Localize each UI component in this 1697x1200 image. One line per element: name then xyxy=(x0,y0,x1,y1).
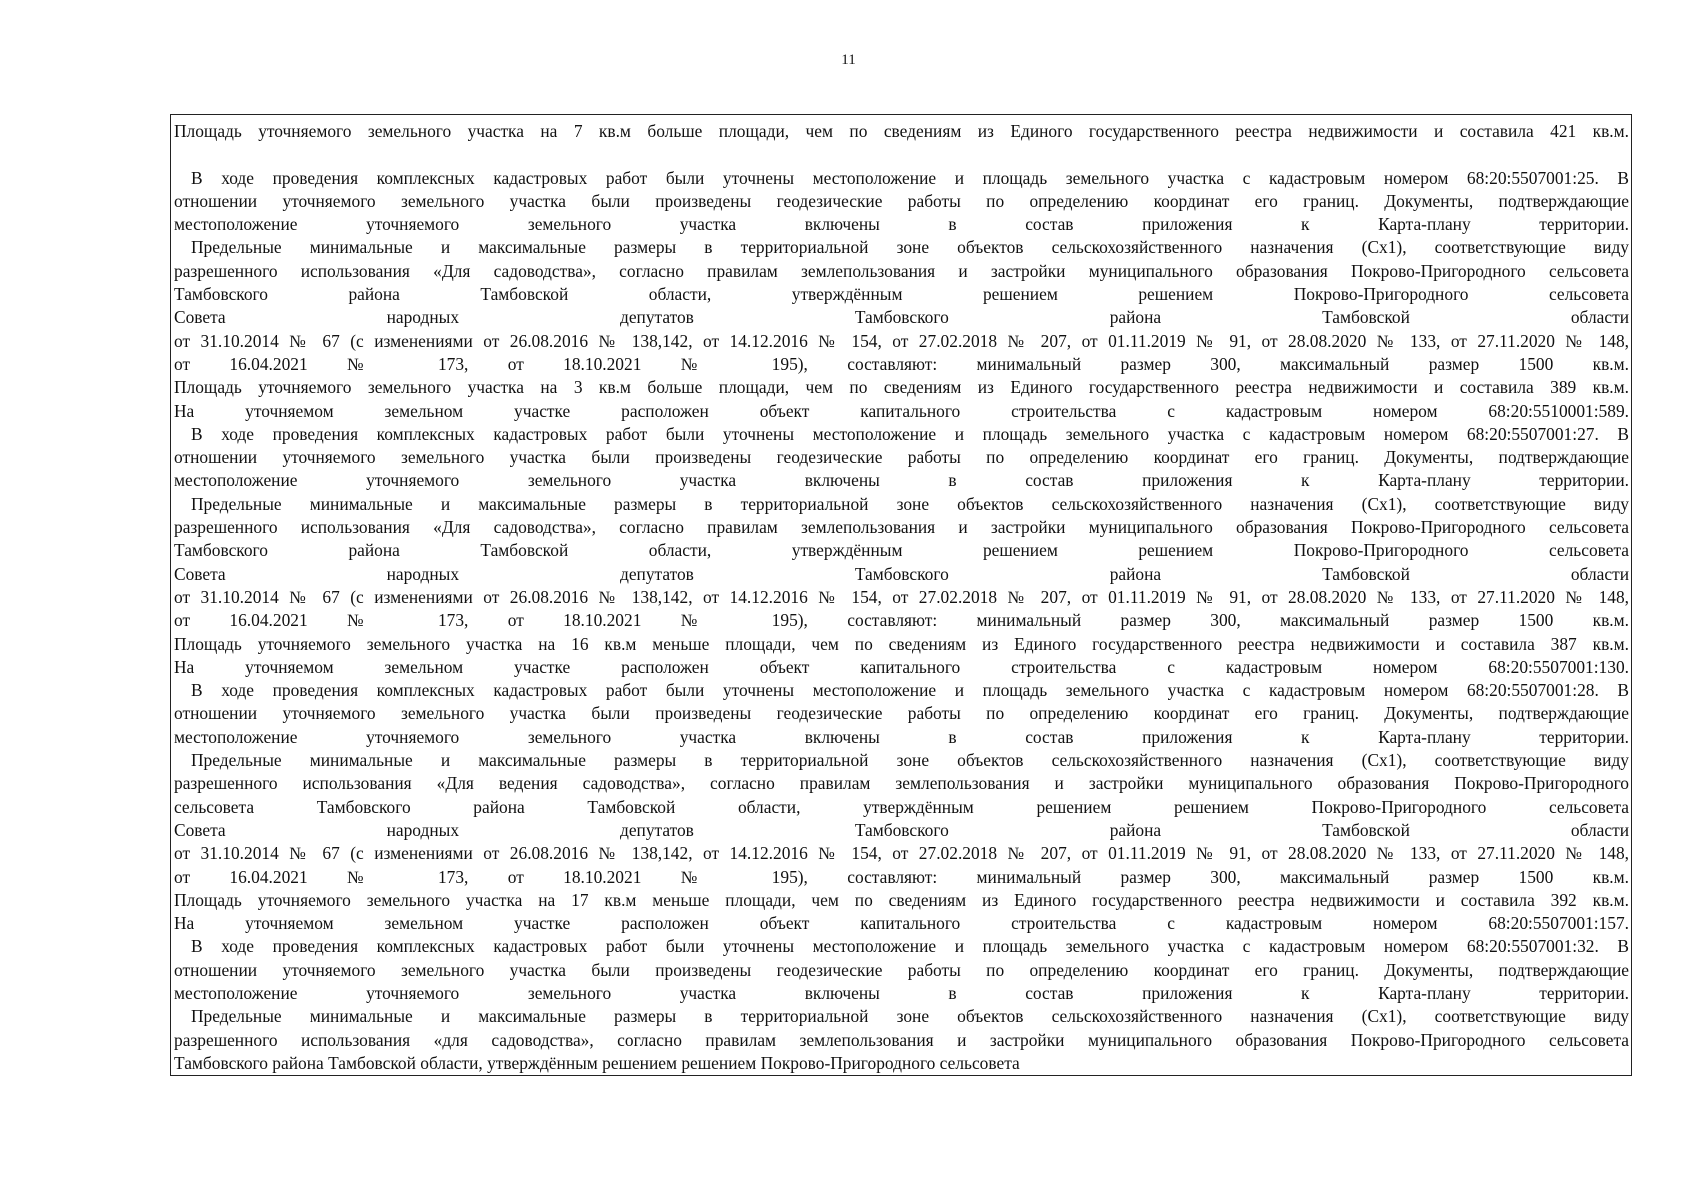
text-line: Тамбовского района Тамбовской области, утверждённым решением решением Покрово-Пригородного сельсовета xyxy=(174,1052,1020,1073)
text-line: местоположение уточняемого земельного участка включены в состав приложения к Карта-плану территории. xyxy=(174,470,1629,491)
blank-line xyxy=(174,143,1629,166)
text-line: от 16.04.2021 № 173, от 18.10.2021 № 195), составляют: минимальный размер 300, максимальный размер 1500 кв.м. xyxy=(174,610,1629,631)
text-line: разрешенного использования «Для ведения садоводства», согласно правилам землепользования и застройки муниципального образования Покрово-Пригородного xyxy=(174,773,1629,794)
text-line: местоположение уточняемого земельного участка включены в состав приложения к Карта-плану территории. xyxy=(174,726,1629,747)
text-line: На уточняемом земельном участке расположен объект капитального строительства с кадастровым номером 68:20:5507001:130. xyxy=(174,656,1629,677)
text-line: В ходе проведения комплексных кадастровых работ были уточнены местоположение и площадь земельного участка с кадастровым номером 68:20:5507001:32. В xyxy=(191,936,1629,957)
text-line: Площадь уточняемого земельного участка на 17 кв.м меньше площади, чем по сведениям из Единого государственного реестра недвижимости и составила 392 кв.м. xyxy=(174,889,1629,910)
text-line: На уточняемом земельном участке расположен объект капитального строительства с кадастровым номером 68:20:5510001:589. xyxy=(174,400,1629,421)
text-line: На уточняемом земельном участке расположен объект капитального строительства с кадастровым номером 68:20:5507001:157. xyxy=(174,913,1629,934)
text-line: от 16.04.2021 № 173, от 18.10.2021 № 195), составляют: минимальный размер 300, максимальный размер 1500 кв.м. xyxy=(174,353,1629,374)
text-line: разрешенного использования «Для садоводства», согласно правилам землепользования и застройки муниципального образования Покрово-Пригородного сельсовета xyxy=(174,517,1629,538)
document-text-frame xyxy=(170,114,1632,1076)
text-line: от 16.04.2021 № 173, от 18.10.2021 № 195), составляют: минимальный размер 300, максимальный размер 1500 кв.м. xyxy=(174,866,1629,887)
text-line: Предельные минимальные и максимальные размеры в территориальной зоне объектов сельскохозяйственного назначения (Сх1), соответствующие виду xyxy=(191,1006,1629,1027)
text-line: Предельные минимальные и максимальные размеры в территориальной зоне объектов сельскохозяйственного назначения (Сх1), соответствующие виду xyxy=(191,750,1629,771)
text-line: Тамбовского района Тамбовской области, утверждённым решением решением Покрово-Пригородного сельсовета xyxy=(174,540,1629,561)
text-line: отношении уточняемого земельного участка были произведены геодезические работы по определению координат его границ. Документы, подтверждающие xyxy=(174,190,1629,211)
text-line: В ходе проведения комплексных кадастровых работ были уточнены местоположение и площадь земельного участка с кадастровым номером 68:20:5507001:27. В xyxy=(191,423,1629,444)
text-line: разрешенного использования «для садоводства», согласно правилам землепользования и застройки муниципального образования Покрово-Пригородного сельсовета xyxy=(174,1029,1629,1050)
text-line: от 31.10.2014 № 67 (с изменениями от 26.08.2016 № 138,142, от 14.12.2016 № 154, от 27.02.2018 № 207, от 01.11.2019 № 91, от 28.08.2020 № 133, от 27.11.2020 № 148, xyxy=(174,586,1629,607)
text-line: В ходе проведения комплексных кадастровых работ были уточнены местоположение и площадь земельного участка с кадастровым номером 68:20:5507001:28. В xyxy=(191,680,1629,701)
text-line: В ходе проведения комплексных кадастровых работ были уточнены местоположение и площадь земельного участка с кадастровым номером 68:20:5507001:25. В xyxy=(191,167,1629,188)
text-line: Предельные минимальные и максимальные размеры в территориальной зоне объектов сельскохозяйственного назначения (Сх1), соответствующие виду xyxy=(191,493,1629,514)
text-line: Тамбовского района Тамбовской области, утверждённым решением решением Покрово-Пригородного сельсовета xyxy=(174,284,1629,305)
text-line: от 31.10.2014 № 67 (с изменениями от 26.08.2016 № 138,142, от 14.12.2016 № 154, от 27.02.2018 № 207, от 01.11.2019 № 91, от 28.08.2020 № 133, от 27.11.2020 № 148, xyxy=(174,330,1629,351)
text-line: Площадь уточняемого земельного участка на 7 кв.м больше площади, чем по сведениям из Единого государственного реестра недвижимости и составила 421 кв.м. xyxy=(174,121,1629,141)
text-line: сельсовета Тамбовского района Тамбовской области, утверждённым решением решением Покрово-Пригородного сельсовета xyxy=(174,796,1629,817)
text-line: от 31.10.2014 № 67 (с изменениями от 26.08.2016 № 138,142, от 14.12.2016 № 154, от 27.02.2018 № 207, от 01.11.2019 № 91, от 28.08.2020 № 133, от 27.11.2020 № 148, xyxy=(174,843,1629,864)
page-number: 11 xyxy=(841,52,856,68)
text-line: местоположение уточняемого земельного участка включены в состав приложения к Карта-плану территории. xyxy=(174,214,1629,235)
text-line: отношении уточняемого земельного участка были произведены геодезические работы по определению координат его границ. Документы, подтверждающие xyxy=(174,959,1629,980)
text-line: Совета народных депутатов Тамбовского района Тамбовской области xyxy=(174,307,1629,328)
text-line: разрешенного использования «Для садоводства», согласно правилам землепользования и застройки муниципального образования Покрово-Пригородного сельсовета xyxy=(174,260,1629,281)
text-line: Площадь уточняемого земельного участка на 3 кв.м больше площади, чем по сведениям из Единого государственного реестра недвижимости и составила 389 кв.м. xyxy=(174,377,1629,398)
text-line: Площадь уточняемого земельного участка на 16 кв.м меньше площади, чем по сведениям из Единого государственного реестра недвижимости и составила 387 кв.м. xyxy=(174,633,1629,654)
text-line: отношении уточняемого земельного участка были произведены геодезические работы по определению координат его границ. Документы, подтверждающие xyxy=(174,703,1629,724)
text-line: Совета народных депутатов Тамбовского района Тамбовской области xyxy=(174,819,1629,840)
text-line: Совета народных депутатов Тамбовского района Тамбовской области xyxy=(174,563,1629,584)
text-line: Предельные минимальные и максимальные размеры в территориальной зоне объектов сельскохозяйственного назначения (Сх1), соответствующие виду xyxy=(191,237,1629,258)
text-line: местоположение уточняемого земельного участка включены в состав приложения к Карта-плану территории. xyxy=(174,982,1629,1003)
text-line: отношении уточняемого земельного участка были произведены геодезические работы по определению координат его границ. Документы, подтверждающие xyxy=(174,447,1629,468)
